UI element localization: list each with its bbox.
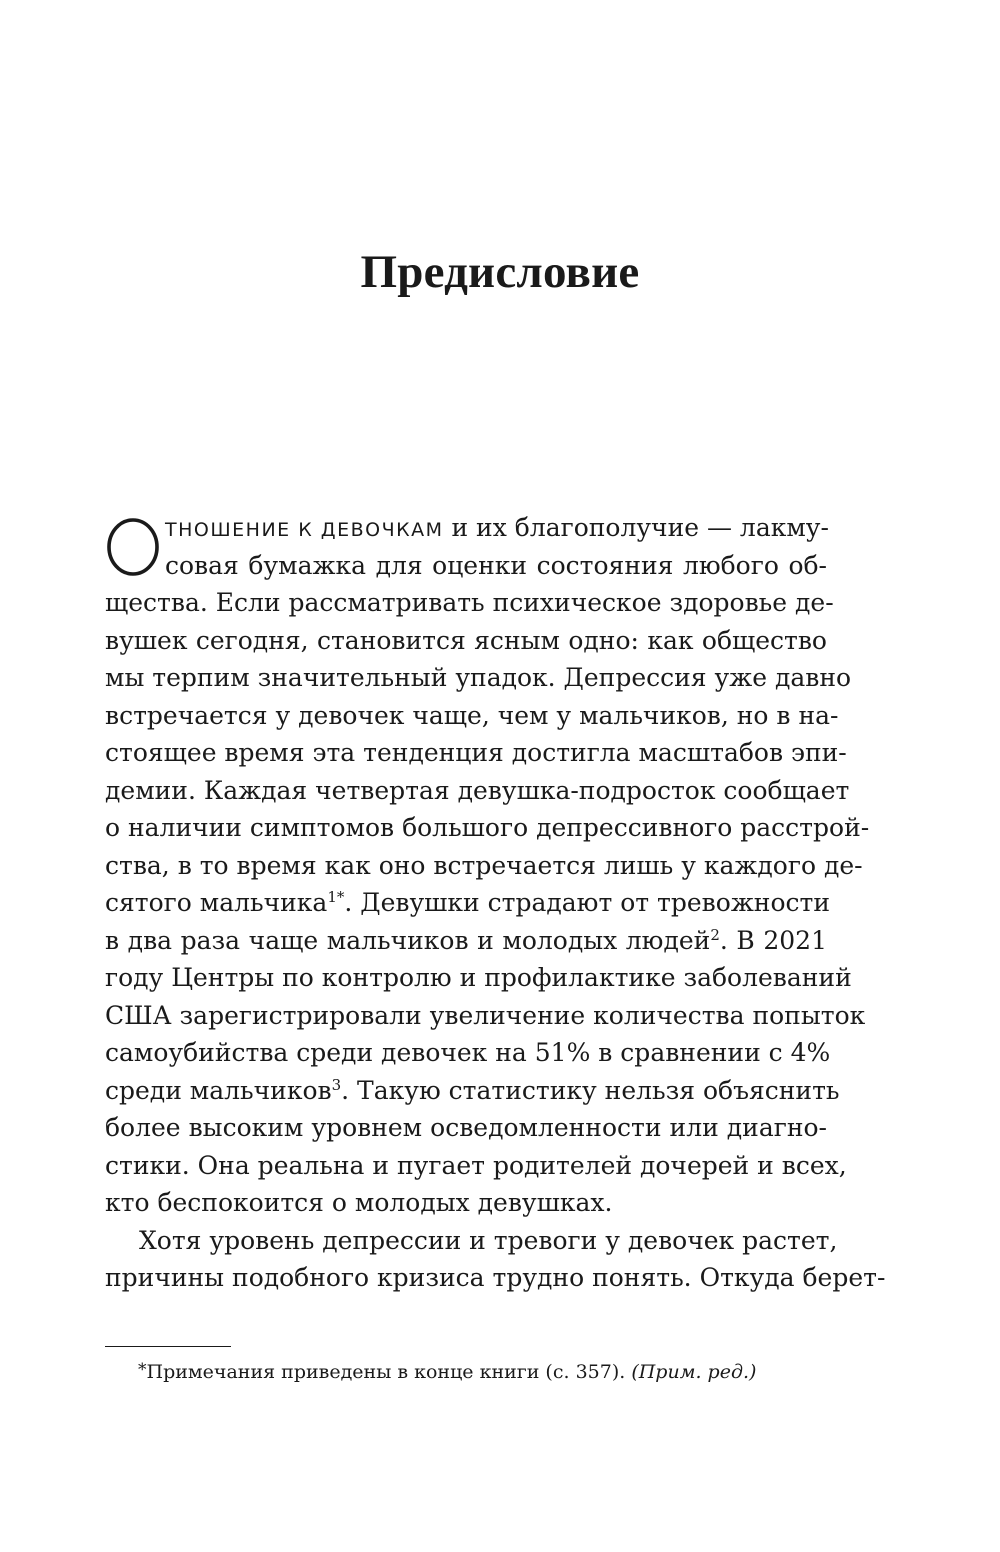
paragraph-2-line-2: причины подобного кризиса трудно понять. Откуда берет- [105,1263,886,1292]
paragraph-1-line-14: США зарегистрировали увеличение количества попыток [105,1000,866,1030]
paragraph-1-line-10: ства, в то время как оно встречается лишь у каждого де- [105,850,863,880]
paragraph-1-line-7: стоящее время эта тенденция достигла масштабов эпи- [105,738,847,767]
footnote-divider [105,1346,231,1347]
paragraph-1-line-16: среди мальчиков$^3$. Такую статистику нельзя объяснить [105,1075,840,1105]
paragraph-1-line-11: сятого мальчика$^{1*}$. Девушки страдают от тревожности [105,888,831,917]
paragraph-1-line-13: году Центры по контролю и профилактике заболеваний [105,963,852,992]
paragraph-1-line-17: более высоким уровнем осведомленности или диагно- [105,1113,827,1142]
footnote-editor-note: (Прим. ред.) [631,1361,757,1383]
note-ref-3: 3 [331,1075,342,1094]
paragraph-1-line-15: самоубийства среди девочек на 51% в сравнении с 4% [105,1038,831,1067]
paragraph-1-line-4: вушек сегодня, становится ясным одно: как общество [105,625,827,655]
paragraph-1-line-8: демии. Каждая четвертая девушка-подросток сообщает [105,775,850,805]
paragraph-1-line-12: в два раза чаще мальчиков и молодых людей$^2$. В 2021 [105,925,827,955]
paragraph-1-line-5: мы терпим значительный упадок. Депрессия уже давно [105,663,852,692]
smallcaps-lead: ТНОШЕНИЕ К ДЕВОЧКАМ [165,519,444,541]
paragraph-1-line-18: стики. Она реальна и пугает родителей дочерей и всех, [105,1150,847,1180]
paragraph-1-line-19: кто беспокоится о молодых девушках. [105,1188,613,1217]
paragraph-2-line-1: Хотя уровень депрессии и тревоги у девочек растет, [139,1225,838,1255]
dropcap-letter-o [105,513,163,581]
paragraph-1-line-6: встречается у девочек чаще, чем у мальчиков, но в на- [105,700,839,730]
footnote-text: Примечания приведены в конце книги (с. 357). [146,1361,632,1383]
body-text [105,509,886,1297]
paragraph-1-line-2: совая бумажка для оценки состояния любого об- [165,550,827,580]
paragraph-1-line-1: ТНОШЕНИЕ К ДЕВОЧКАМ и их благополучие — лакму- [165,513,829,542]
paragraph-1-line-9: о наличии симптомов большого депрессивного расстрой- [105,813,870,842]
note-ref-1: 1* [327,888,345,906]
chapter-title: Предисловие [360,246,640,298]
footnote [138,1355,756,1387]
paragraph-1-line-3: щества. Если рассматривать психическое здоровье де- [105,588,834,617]
note-ref-2: 2 [710,925,720,944]
footnote-marker: * [138,1360,147,1380]
